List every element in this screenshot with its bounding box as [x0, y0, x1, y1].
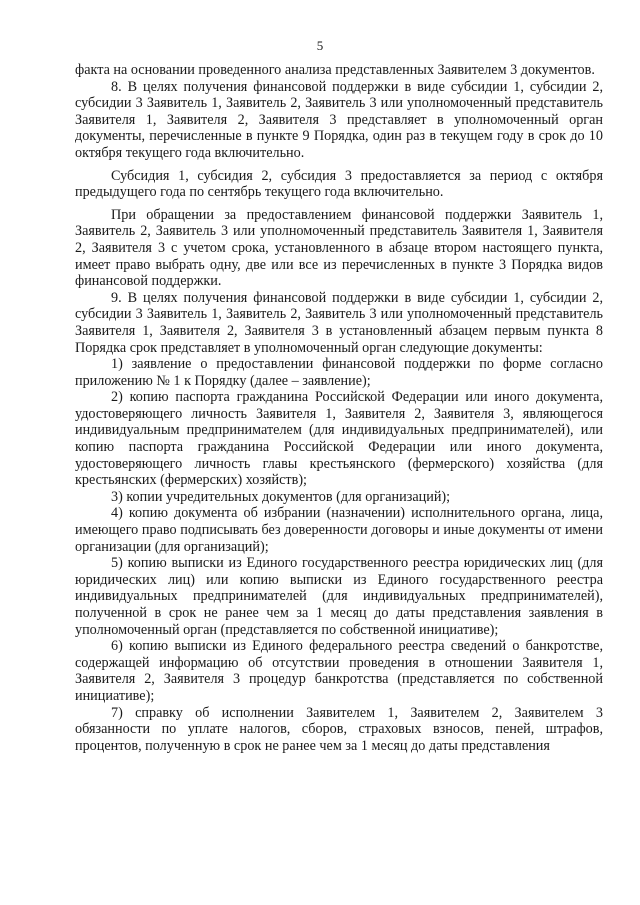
list-item-3: 3) копии учредительных документов (для организаций);	[111, 488, 451, 505]
list-item-5: 5) копию выписки из Единого государственного реестра юридических лиц (для юридических лиц) или копию выписки из Единого государственного реестра индивидуальных предпринимателей (для индивидуальных предпринимателей), полученной в срок не ранее чем за 1 месяц до даты представления заявления в уполномоченный орган (представляется по собственной инициативе);	[75, 555, 603, 638]
paragraph-item-8: 8. В целях получения финансовой поддержки в виде субсидии 1, субсидии 2, субсидии 3 Заявитель 1, Заявитель 2, Заявитель 3 или уполномоченный представитель Заявителя 1, Заявителя 2, Заявителя 3 представляет в уполномоченный орган документы, перечисленные в пункте 9 Порядка, один раз в текущем году в срок до 10 октября текущего года включительно.	[75, 78, 603, 161]
paragraph-item-9: 9. В целях получения финансовой поддержки в виде субсидии 1, субсидии 2, субсидии 3 Заявитель 1, Заявитель 2, Заявитель 3 или уполномоченный представитель Заявителя 1, Заявителя 2, Заявителя 3 в установленный абзацем первым пункта 8 Порядка срок представляет в уполномоченный орган следующие документы:	[75, 289, 603, 356]
paragraph-subsidy-period: Субсидия 1, субсидия 2, субсидия 3 предоставляется за период с октября предыдущего года по сентябрь текущего года включительно.	[75, 167, 603, 201]
paragraph-continuation: факта на основании проведенного анализа представленных Заявителем 3 документов.	[75, 62, 595, 78]
list-item-7: 7) справку об исполнении Заявителем 1, Заявителем 2, Заявителем 3 обязанности по уплате налогов, сборов, страховых взносов, пеней, штрафов, процентов, полученную в срок не ранее чем за 1 месяц до даты представления	[75, 704, 603, 754]
list-item-2: 2) копию паспорта гражданина Российской Федерации или иного документа, удостоверяющего личность Заявителя 1, Заявителя 2, Заявителя 3, являющегося индивидуальным предпринимателем (для индивидуальных предпринимателей), или копию паспорта гражданина Российской Федерации или иного документа, удостоверяющего личность главы крестьянского (фермерского) хозяйства (для крестьянских (фермерских) хозяйств);	[75, 389, 603, 489]
page-number: 5	[316, 38, 324, 53]
list-item-4: 4) копию документа об избрании (назначении) исполнительного органа, лица, имеющего право подписывать без доверенности договоры и иные документы от имени организации (для организаций);	[75, 505, 603, 555]
document-body	[75, 62, 603, 754]
list-item-1: 1) заявление о предоставлении финансовой поддержки по форме согласно приложению № 1 к Порядку (далее – заявление);	[75, 356, 603, 389]
paragraph-support-choice: При обращении за предоставлением финансовой поддержки Заявитель 1, Заявитель 2, Заявитель 3 или уполномоченный представитель Заявителя 1, Заявителя 2, Заявителя 3 с учетом срока, установленного в абзаце втором настоящего пункта, имеет право выбрать одну, две или все из перечисленных в пункте 3 Порядка видов финансовой поддержки.	[75, 206, 603, 290]
list-item-6: 6) копию выписки из Единого федерального реестра сведений о банкротстве, содержащей информацию об отсутствии проведения в отношении Заявителя 1, Заявителя 2, Заявителя 3 процедур банкротства (представляется по собственной инициативе);	[75, 638, 603, 704]
